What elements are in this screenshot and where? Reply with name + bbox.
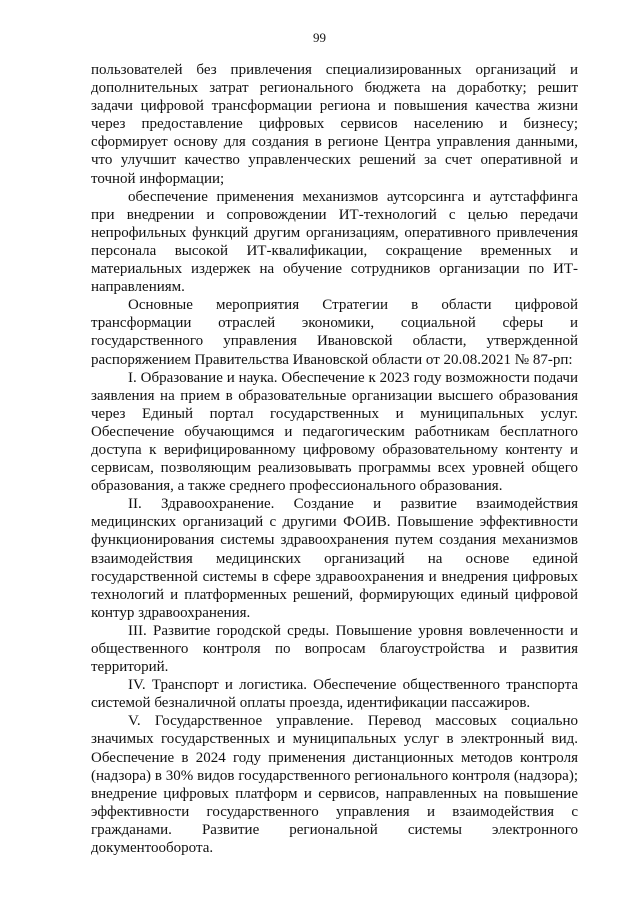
paragraph-urban-environment: III. Развитие городской среды. Повышение уровня вовлеченности и общественного контроля по вопросам благоустройства и развития территорий. <box>91 622 578 676</box>
paragraph-education: I. Образование и наука. Обеспечение к 2023 году возможности подачи заявления на прием в образовательные организации высшего образования через Единый портал государственных и муниципальных услуг. Обеспечение обучающимся и педагогическим работникам бесплатного доступа к верифицированному цифровому образовательному контенту и сервисам, позволяющим реализовывать программы всех уровней общего образования, а также среднего профессионального образования. <box>91 369 578 495</box>
paragraph-healthcare: II. Здравоохранение. Создание и развитие взаимодействия медицинских организаций с другими ФОИВ. Повышение эффективности функционирования системы здравоохранения путем создания механизмов взаимодействия медицинских организаций на основе единой государственной системы в сфере здравоохранения и внедрения цифровых технологий и платформенных решений, формирующих единый цифровой контур здравоохранения. <box>91 496 578 621</box>
paragraph-intro-continuation: пользователей без привлечения специализированных организаций и дополнительных затрат регионального бюджета на доработку; решит задачи цифровой трансформации региона и повышения качества жизни через предоставление цифровых сервисов населению и бизнесу; сформирует основу для создания в регионе Центра управления данными, что улучшит качество управленческих решений за счет оперативной и точной информации; <box>91 62 578 187</box>
page-number: 99 <box>313 30 326 45</box>
paragraph-public-administration: V. Государственное управление. Перевод массовых социально значимых государственных и муниципальных услуг в электронный вид. Обеспечение в 2024 году применения дистанционных методов контроля (надзора) в 30% видов государственного регионального контроля (надзора); внедрение цифровых платформ и сервисов, направленных на повышение эффективности государственного управления и взаимодействия с гражданами. Развитие региональной системы электронного документооборота. <box>91 713 578 857</box>
document-body <box>91 61 578 857</box>
paragraph-outsourcing: обеспечение применения механизмов аутсорсинга и аутстаффинга при внедрении и сопровождении ИТ-технологий с целью передачи непрофильных функций другим организациям, оперативного привлечения персонала высокой ИТ-квалификации, сокращение временных и материальных издержек на обучение сотрудников организации по ИТ-направлениям. <box>91 188 578 296</box>
paragraph-transport: IV. Транспорт и логистика. Обеспечение общественного транспорта системой безналичной оплаты проезда, идентификации пассажиров. <box>91 677 578 712</box>
paragraph-strategy-measures: Основные мероприятия Стратегии в области цифровой трансформации отраслей экономики, социальной сферы и государственного управления Ивановской области, утвержденной распоряжением Правительства Ивановской области от 20.08.2021 № 87-рп: <box>91 297 578 368</box>
